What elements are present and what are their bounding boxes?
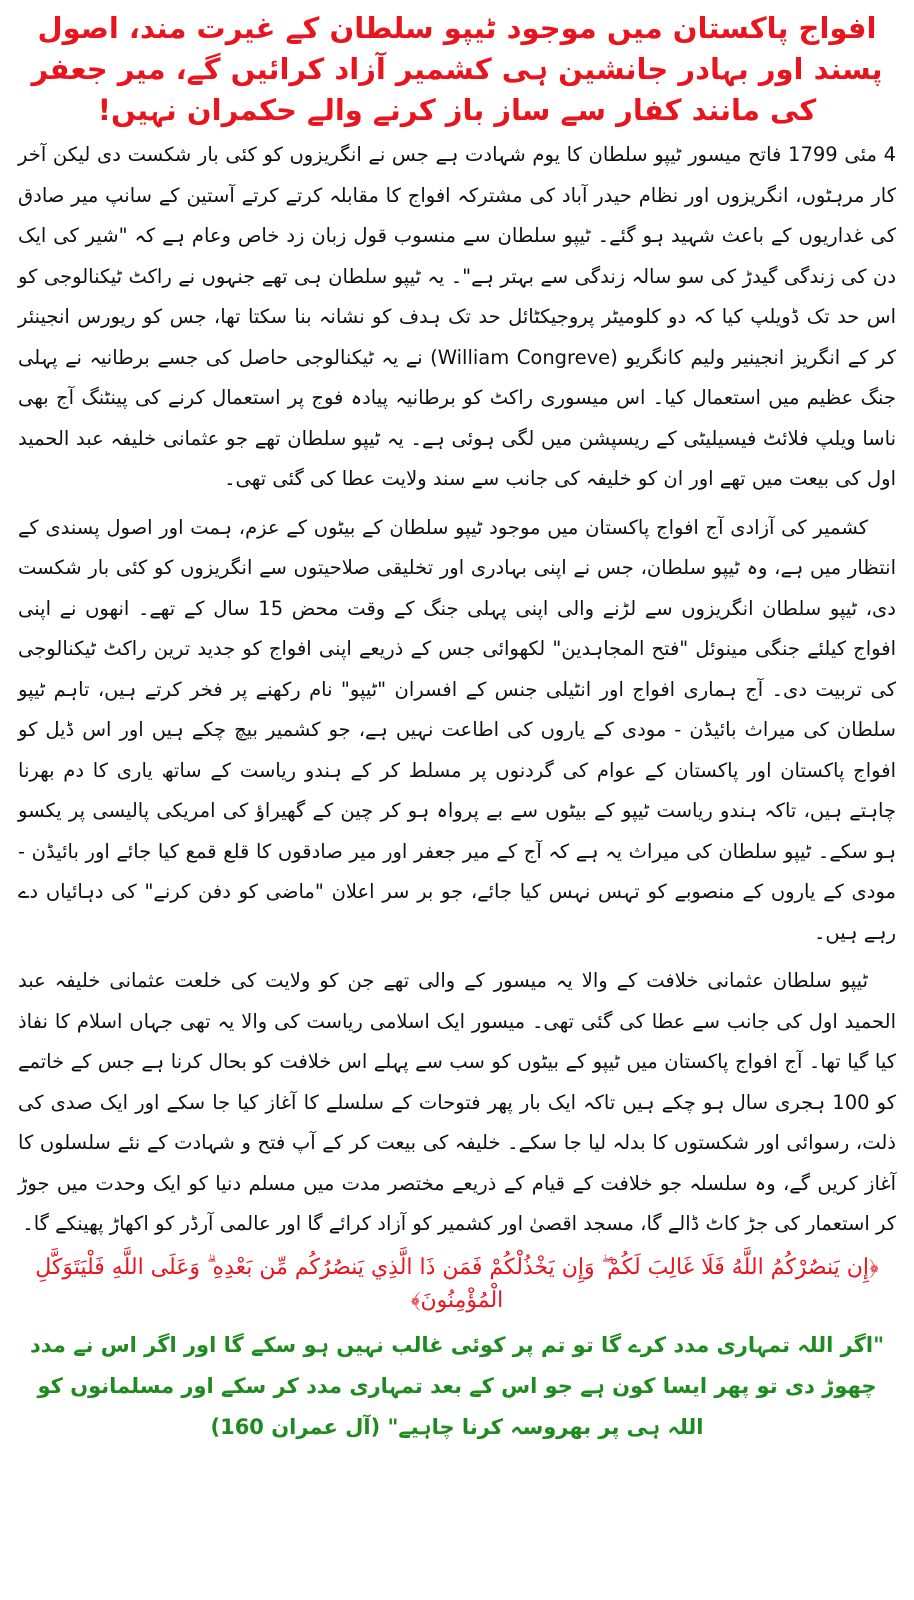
article-body xyxy=(18,135,896,1245)
article-headline: افواج پاکستان میں موجود ٹیپو سلطان کے غیرت مند، اصول پسند اور بہادر جانشین ہی کشمیر آزاد کرائیں گے، میر جعفر کی مانند کفار سے ساز باز کرنے والے حکمران نہیں! xyxy=(31,11,883,127)
paragraph-khilafah: ٹیپو سلطان عثمانی خلافت کے والا یہ میسور کے والی تھے جن کو ولایت کی خلعت عثمانی خلیفہ عبد الحمید اول کی جانب سے عطا کی گئی تھی۔ میسور ایک اسلامی ریاست کی والا یہ تھی جہاں اسلام کا نفاذ کیا گیا تھا۔ آج افواج پاکستان میں ٹیپو کے بیٹوں کو سب سے پہلے اس خلافت کو بحال کرنا ہے جس کے خاتمے کو 100 ہجری سال ہو چکے ہیں تاکہ ایک بار پھر فتوحات کے سلسلے کا آغاز کیا جا سکے اور ایک صدی کی ذلت، رسوائی اور شکستوں کا بدلہ لیا جا سکے۔ خلیفہ کی بیعت کر کے آپ فتح و شہادت کے نئے سلسلوں کا آغاز کریں گے، وہ سلسلہ جو خلافت کے قیام کے ذریعے مختصر مدت میں مسلم دنیا کو ایک وحدت میں جوڑ کر استعمار کی جڑ کاٹ ڈالے گا، مسجد اقصیٰ اور کشمیر کو آزاد کرائے گا اور عالمی آرڈر کو اکھاڑ پھینکے گا۔ xyxy=(18,969,896,1235)
quran-verse-arabic: ﴿إِن يَنصُرْكُمُ اللَّهُ فَلَا غَالِبَ لَكُمْ ۖ وَإِن يَخْذُلْكُمْ فَمَن ذَا الَّذِي يَنصُرُكُم مِّن بَعْدِهِ ۗ وَعَلَى اللَّهِ فَلْيَتَوَكَّلِ الْمُؤْمِنُونَ﴾ xyxy=(35,1254,879,1313)
quran-verse-translation: "اگر اللہ تمہاری مدد کرے گا تو تم پر کوئی غالب نہیں ہو سکے گا اور اگر اس نے مدد چھوڑ دی تو پھر ایسا کون ہے جو اس کے بعد تمہاری مدد کر سکے اور مسلمانوں کو اللہ ہی پر بھروسہ کرنا چاہیے" (آل عمران 160) xyxy=(29,1332,885,1439)
paragraph-kashmir-freedom: کشمیر کی آزادی آج افواج پاکستان میں موجود ٹیپو سلطان کے بیٹوں کے عزم، ہمت اور اصول پسندی کے انتظار میں ہے، وہ ٹیپو سلطان، جس نے اپنی بہادری اور تخلیقی صلاحیتوں سے انگریزوں کو کئی بار شکست دی، ٹیپو سلطان انگریزوں سے لڑنے والی اپنی پہلی جنگ کے وقت محض 15 سال کے تھے۔ انھوں نے اپنی افواج کیلئے جنگی مینوئل "فتح المجاہدین" لکھوائی جس کے ذریعے اپنی افواج کو جدید ترین راکٹ ٹیکنالوجی کی تربیت دی۔ آج ہماری افواج اور انٹیلی جنس کے افسران "ٹیپو" نام رکھنے پر فخر کرتے ہیں، تاہم ٹیپو سلطان کی میراث بائیڈن - مودی کے یاروں کی اطاعت نہیں ہے، جو کشمیر بیچ چکے ہیں اور اس ڈیل کو افواج پاکستان اور پاکستان کے عوام کی گردنوں پر مسلط کر کے ہندو ریاست کے ساتھ یاری کا دم بھرنا چاہتے ہیں، تاکہ ہندو ریاست ٹیپو کے بیٹوں سے بے پرواہ ہو کر چین کے گھیراؤ کی امریکی پالیسی پر یکسو ہو سکے۔ ٹیپو سلطان کی میراث یہ ہے کہ آج کے میر جعفر اور میر صادقوں کا قلع قمع کیا جائے اور بائیڈن - مودی کے یاروں کے منصوبے کو تہس نہس کیا جائے، جو بر سر اعلان "ماضی کو دفن کرنے" کی دہائیاں دے رہے ہیں۔ xyxy=(18,515,896,944)
paragraph-tipu-martyrdom: 4 مئی 1799 فاتح میسور ٹیپو سلطان کا یوم شہادت ہے جس نے انگریزوں کو کئی بار شکست دی لیکن آخر کار مرہٹوں، انگریزوں اور نظام حیدر آباد کی مشترکہ افواج کا مقابلہ کرتے کرتے آستین کے سانپ میر صادق کی غداریوں کے باعث شہید ہو گئے۔ ٹیپو سلطان سے منسوب قول زبان زد خاص وعام ہے کہ "شیر کی ایک دن کی زندگی گیدڑ کی سو سالہ زندگی سے بہتر ہے"۔ یہ ٹیپو سلطان ہی تھے جنہوں نے راکٹ ٹیکنالوجی کو اس حد تک ڈویلپ کیا کہ دو کلومیٹر پروجیکٹائل حد تک ہدف کو نشانہ بنا سکتا تھا، جس کو ریورس انجینئر کر کے انگریز انجینیر ولیم کانگریو (William Congreve) نے یہ ٹیکنالوجی حاصل کی جسے برطانیہ نے پہلی جنگ عظیم میں استعمال کیا۔ اس میسوری راکٹ کو برطانیہ پیادہ فوج پر استعمال کرنے کی پینٹنگ آج بھی ناسا ویلپ فلائٹ فیسیلیٹی کے ریسپشن میں لگی ہوئی ہے۔ یہ ٹیپو سلطان تھے جو عثمانی خلیفہ عبد الحمید اول کی بیعت میں تھے اور ان کو خلیفہ کی جانب سے سند ولایت عطا کی گئی تھی۔ xyxy=(18,143,896,490)
